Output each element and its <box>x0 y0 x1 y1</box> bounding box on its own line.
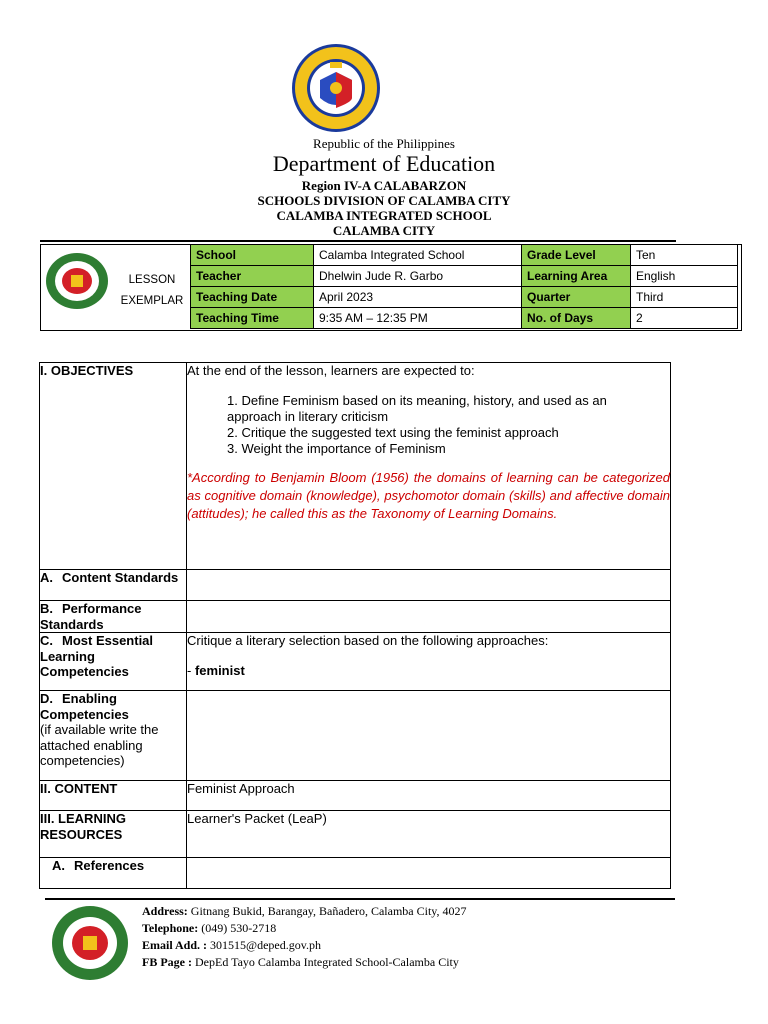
info-value: April 2023 <box>314 287 522 308</box>
dash: - <box>187 663 195 678</box>
school-line: CALAMBA INTEGRATED SCHOOL <box>276 208 492 223</box>
objectives-intro: At the end of the lesson, learners are expected to: <box>187 363 475 378</box>
info-value: Dhelwin Jude R. Garbo <box>314 266 522 287</box>
exemplar-label: EXEMPLAR <box>120 295 184 307</box>
references-cell <box>40 858 187 889</box>
objectives-row <box>40 363 671 570</box>
competency-text: Critique a literary selection based on the following approaches: <box>187 633 549 648</box>
info-row <box>191 266 738 287</box>
info-value: Ten <box>631 245 738 266</box>
footer-contact <box>142 903 467 971</box>
lesson-label: LESSON <box>128 274 176 286</box>
fb-value: DepEd Tayo Calamba Integrated School-Calamba City <box>192 955 459 969</box>
competencies-label: Most Essential Learning Competencies <box>40 633 154 679</box>
school-logo-footer <box>50 904 130 982</box>
objective-item: 2. Critique the suggested text using the feminist approach <box>227 425 559 440</box>
school-logo <box>44 251 110 311</box>
content-standards-label: Content Standards <box>62 570 179 585</box>
enabling-heading <box>40 691 186 722</box>
deped-seal-logo <box>290 42 382 134</box>
phone-value: (049) 530-2718 <box>198 921 277 935</box>
address-line <box>142 903 467 920</box>
region-line: Region IV-A CALABARZON <box>301 178 467 193</box>
info-value: Third <box>631 287 738 308</box>
email-label: Email Add. : <box>142 938 208 952</box>
objective-item: approach in literary criticism <box>227 409 389 424</box>
enabling-label: Enabling Competencies <box>40 691 129 722</box>
row-letter: A. <box>52 858 65 873</box>
city-line: CALAMBA CITY <box>332 223 436 238</box>
enabling-value <box>187 691 671 781</box>
competencies-value <box>187 633 671 691</box>
competency-item <box>187 663 670 679</box>
references-row <box>40 858 671 889</box>
info-value: 9:35 AM – 12:35 PM <box>314 308 522 329</box>
info-label: Teacher <box>191 266 314 287</box>
enabling-note: (if available write the attached enabling competencies) <box>40 722 159 768</box>
fb-line <box>142 954 467 971</box>
competency-keyword: feminist <box>194 663 245 678</box>
enabling-row <box>40 691 671 781</box>
content-heading: II. CONTENT <box>40 781 187 811</box>
info-label: School <box>191 245 314 266</box>
lesson-info-table <box>190 244 738 329</box>
fb-label: FB Page : <box>142 955 192 969</box>
content-value: Feminist Approach <box>187 781 671 811</box>
competencies-row <box>40 633 671 691</box>
info-row <box>191 308 738 329</box>
header-divider <box>40 240 676 242</box>
lesson-exemplar-label <box>114 270 190 312</box>
bloom-note: *According to Benjamin Bloom (1956) the domains of learning can be categorized as cognitive domain (knowledge), psychomotor domain (skills) and affective domain (attitudes); he called this as the Taxonomy of Learning Domains. <box>187 470 670 521</box>
division-line: SCHOOLS DIVISION OF CALAMBA CITY <box>257 193 511 208</box>
references-label: References <box>74 858 145 873</box>
performance-standards-value <box>187 601 671 633</box>
performance-standards-label: Performance Standards <box>40 601 142 632</box>
footer-divider <box>45 898 675 900</box>
info-row <box>191 287 738 308</box>
info-label: Teaching Date <box>191 287 314 308</box>
enabling-cell <box>40 691 187 781</box>
phone-line <box>142 920 467 937</box>
objective-item: 1. Define Feminism based on its meaning, history, and used as an <box>227 393 607 408</box>
content-standards-value <box>187 570 671 601</box>
competencies-cell <box>40 633 187 691</box>
objectives-heading: I. OBJECTIVES <box>40 363 187 570</box>
info-label: No. of Days <box>522 308 631 329</box>
content-standards-cell <box>40 570 187 601</box>
info-value: 2 <box>631 308 738 329</box>
objective-item: 3. Weight the importance of Feminism <box>227 441 446 456</box>
info-value: English <box>631 266 738 287</box>
address-label: Address: <box>142 904 188 918</box>
info-label: Learning Area <box>522 266 631 287</box>
objectives-table <box>39 362 671 889</box>
department-title: Department of Education <box>272 151 496 176</box>
content-row <box>40 781 671 811</box>
info-value: Calamba Integrated School <box>314 245 522 266</box>
republic-line: Republic of the Philippines <box>313 136 455 151</box>
info-row <box>191 245 738 266</box>
address-value: Gitnang Bukid, Barangay, Bañadero, Calamba City, 4027 <box>187 904 467 918</box>
row-letter: B. <box>40 601 53 616</box>
resources-row <box>40 811 671 858</box>
info-label: Quarter <box>522 287 631 308</box>
email-value[interactable]: 301515@deped.gov.ph <box>207 938 321 952</box>
info-label: Grade Level <box>522 245 631 266</box>
performance-standards-row <box>40 601 671 633</box>
resources-value: Learner's Packet (LeaP) <box>187 811 671 858</box>
resources-heading: III. LEARNING RESOURCES <box>40 811 187 858</box>
content-standards-row <box>40 570 671 601</box>
row-letter: A. <box>40 570 53 585</box>
info-label: Teaching Time <box>191 308 314 329</box>
objectives-content <box>187 363 671 570</box>
phone-label: Telephone: <box>142 921 199 935</box>
row-letter: C. <box>40 633 53 648</box>
email-line <box>142 937 467 954</box>
row-letter: D. <box>40 691 53 706</box>
references-value <box>187 858 671 889</box>
performance-standards-cell <box>40 601 187 633</box>
